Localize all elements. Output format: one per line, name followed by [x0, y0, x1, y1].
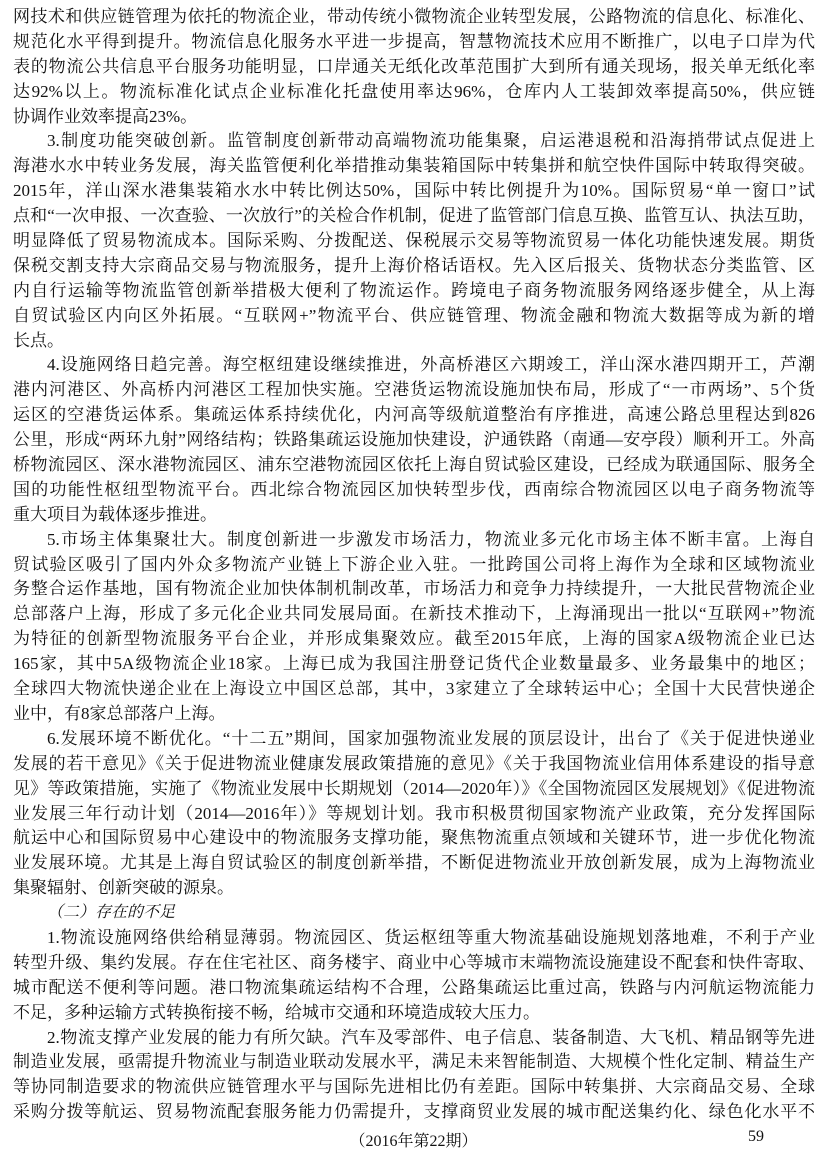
text-line: 保税交割支持大宗商品交易与物流服务，提升上海价格话语权。先入区后报关、货物状态分类监管、区 — [13, 255, 815, 275]
text-line: 港内河港区、外高桥内河港区工程加快实施。空港货运物流设施加快布局，形成了“一市两场”、5个货 — [13, 380, 815, 400]
text-line: 为特征的创新型物流服务平台企业，并形成集聚效应。截至2015年底，上海的国家A级物流企业已达 — [13, 629, 815, 649]
paragraph — [13, 926, 815, 1026]
text-line: 贸试验区吸引了国内外众多物流产业链上下游企业入驻。一批跨国公司将上海作为全球和区域物流业 — [13, 554, 815, 574]
text-line: 点和“一次申报、一次查验、一次放行”的关检合作机制，促进了监管部门信息互换、监管互认、执法互助， — [13, 206, 815, 226]
text-line: 公里，形成“两环九射”网络结构；铁路集疏运设施加快建设，沪通铁路（南通—安亭段）顺利开工。外高 — [13, 430, 815, 450]
text-line: 务整合运作基地，国有物流企业加快体制机制改革，市场活力和竞争力持续提升，一大批民营物流企业 — [13, 579, 815, 599]
text-line: 不足，多种运输方式转换衔接不畅，给城市交通和环境造成较大压力。 — [13, 1002, 540, 1022]
text-line: 国的功能性枢纽型物流平台。西北综合物流园区加快转型步伐，西南综合物流园区以电子商务物流等 — [13, 479, 815, 499]
text-line: 海港水水中转业务发展，海关监管便利化举措推动集装箱国际中转集拼和航空快件国际中转取得突破。 — [13, 156, 815, 176]
document-body — [13, 5, 815, 1125]
text-line: 5.市场主体集聚壮大。制度创新进一步激发市场活力，物流业多元化市场主体不断丰富。上海自 — [47, 529, 815, 549]
text-line: 规范化水平得到提升。物流信息化服务水平进一步提高，智慧物流技术应用不断推广，以电子口岸为代 — [13, 31, 815, 51]
text-line: 桥物流园区、深水港物流园区、浦东空港物流园区依托上海自贸试验区建设，已经成为联通国际、服务全 — [13, 455, 815, 475]
text-line: 运区的空港货运体系。集疏运体系持续优化，内河高等级航道整治有序推进，高速公路总里程达到826 — [13, 405, 815, 425]
text-line: 采购分拨等航运、贸易物流配套服务能力仍需提升，支撑商贸业发展的城市配送集约化、绿色化水平不 — [13, 1102, 815, 1122]
text-line: 航运中心和国际贸易中心建设中的物流服务支撑功能，聚焦物流重点领域和关键环节，进一步优化物流 — [13, 828, 815, 848]
text-line: 协调作业效率提高23%。 — [13, 106, 198, 126]
text-line: 业中，有8家总部落户上海。 — [13, 703, 226, 723]
footer-issue-label: （2016年第22期） — [349, 1133, 478, 1150]
text-line: 内自行运输等物流监管创新举措极大便利了物流运作。跨境电子商务物流服务网络逐步健全，从上海 — [13, 280, 815, 300]
text-line: 4.设施网络日趋完善。海空枢纽建设继续推进，外高桥港区六期竣工，洋山深水港四期开工，芦潮 — [47, 355, 815, 375]
text-line: 见》等政策措施，实施了《物流业发展中长期规划（2014—2020年）》《全国物流园区发展规划》《促进物流 — [13, 778, 815, 798]
text-line: 2.物流支撑产业发展的能力有所欠缺。汽车及零部件、电子信息、装备制造、大飞机、精品钢等先进 — [47, 1027, 815, 1047]
text-line: 总部落户上海，形成了多元化企业共同发展局面。在新技术推动下，上海涌现出一批以“互联网+”物流 — [13, 604, 815, 624]
text-line: 城市配送不便利等问题。港口物流集疏运结构不合理，公路集疏运比重过高，铁路与内河航运物流能力 — [13, 977, 815, 997]
text-line: 明显降低了贸易物流成本。国际采购、分拨配送、保税展示交易等物流贸易一体化功能快速发展。期货 — [13, 231, 815, 251]
text-line: 2015年，洋山深水港集装箱水水中转比例达50%，国际中转比例提升为10%。国际贸易“单一窗口”试 — [13, 181, 815, 201]
section-heading: （二）存在的不足 — [47, 904, 176, 922]
text-line: 3.制度功能突破创新。监管制度创新带动高端物流功能集聚，启运港退税和沿海捎带试点促进上 — [47, 131, 815, 151]
text-line: 长点。 — [13, 330, 64, 350]
text-line: 自贸试验区内向区外拓展。“互联网+”物流平台、供应链管理、物流金融和物流大数据等成为新的增 — [13, 305, 815, 325]
text-line: 制造业发展，亟需提升物流业与制造业联动发展水平，满足未来智能制造、大规模个性化定制、精益生产 — [13, 1052, 815, 1072]
paragraph — [13, 5, 815, 129]
text-line: 业发展三年行动计划（2014—2016年）》等规划计划。我市积极贯彻国家物流产业政策，充分发挥国际 — [13, 803, 815, 823]
paragraph — [13, 353, 815, 527]
paragraph — [13, 129, 815, 353]
text-line: 重大项目为载体逐步推进。 — [13, 504, 217, 524]
paragraph — [13, 1026, 815, 1126]
text-line: 发展的若干意见》《关于促进物流业健康发展政策措施的意见》《关于我国物流业信用体系建设的指导意 — [13, 753, 815, 773]
paragraph — [13, 528, 815, 727]
paragraph — [13, 727, 815, 901]
text-line: 等协同制造要求的物流供应链管理水平与国际先进相比仍有差距。国际中转集拼、大宗商品交易、全球 — [13, 1077, 815, 1097]
text-line: 6.发展环境不断优化。“十二五”期间，国家加强物流业发展的顶层设计，出台了《关于促进快递业 — [47, 728, 815, 748]
text-line: 集聚辐射、创新突破的源泉。 — [13, 878, 234, 898]
text-line: 业发展环境。尤其是上海自贸试验区的制度创新举措，不断促进物流业开放创新发展，成为上海物流业 — [13, 853, 815, 873]
text-line: 165家，其中5A级物流企业18家。上海已成为我国注册登记货代企业数量最多、业务最集中的地区； — [13, 654, 815, 674]
text-line: 网技术和供应链管理为依托的物流企业，带动传统小微物流企业转型发展，公路物流的信息化、标准化、 — [13, 7, 815, 26]
text-line: 达92%以上。物流标准化试点企业标准化托盘使用率达96%，仓库内人工装卸效率提高50%，供应链 — [13, 81, 815, 101]
text-line: 转型升级、集约发展。存在住宅社区、商务楼宇、商业中心等城市末端物流设施建设不配套和快件寄取、 — [13, 952, 815, 972]
text-line: 表的物流公共信息平台服务功能明显，口岸通关无纸化改革范围扩大到所有通关现场，报关单无纸化率 — [13, 56, 815, 76]
text-line: 全球四大物流快递企业在上海设立中国区总部，其中，3家建立了全球转运中心；全国十大民营快递企 — [13, 679, 815, 699]
page-number: 59 — [748, 1128, 764, 1145]
text-line: 1.物流设施网络供给稍显薄弱。物流园区、货运枢纽等重大物流基础设施规划落地难，不利于产业 — [47, 927, 815, 947]
